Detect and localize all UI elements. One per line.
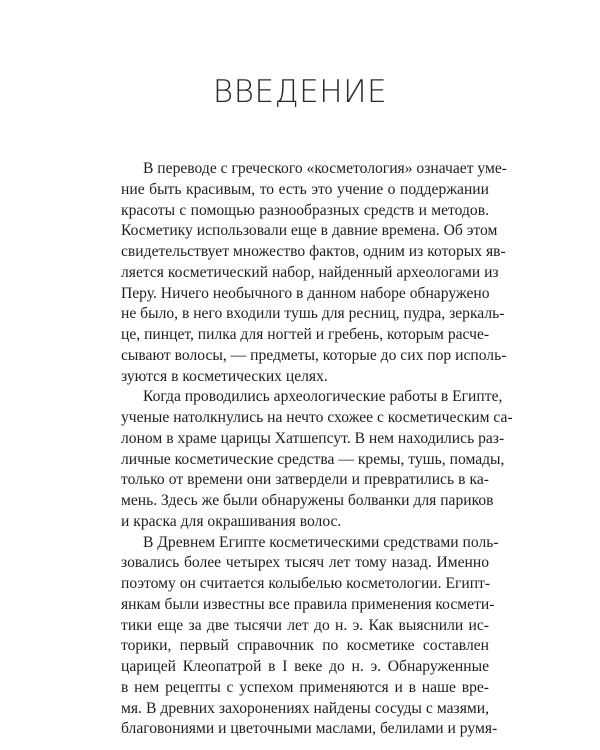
text-line: мя. В древних захоронениях найдены сосуды с мазями,: [121, 699, 489, 717]
text-line: не было, в него входили тушь для ресниц, пудра, зеркаль-: [121, 305, 505, 323]
text-line: торики, первый справочник по косметике составлен: [121, 637, 489, 655]
body-text: [121, 159, 513, 740]
text-line: ляется косметический набор, найденный археологами из: [121, 263, 499, 281]
text-line: це, пинцет, пилка для ногтей и гребень, которым расче-: [121, 326, 490, 343]
text-line: в нем рецепты с успехом применяются и в наше вре-: [121, 678, 489, 696]
text-line: поэтому он считается колыбелью косметологии. Египт-: [121, 575, 491, 592]
text-line: зовались более четырех тысяч лет тому назад. Именно: [121, 554, 489, 572]
text-line: В Древнем Египте косметическими средствами поль-: [143, 533, 499, 551]
text-line: Косметику использовали еще в давние времена. Об этом: [121, 222, 498, 240]
text-line: зуются в косметических целях.: [121, 367, 328, 385]
text-line: благовониями и цветочными маслами, белилами и румя-: [121, 720, 498, 738]
text-line: сывают волосы, — предметы, которые до сих пор исполь-: [121, 346, 507, 364]
text-line: лоном в храме царицы Хатшепсут. В нем находились раз-: [121, 429, 505, 447]
text-line: царицей Клеопатрой в I веке до н. э. Обнаруженные: [121, 658, 489, 675]
text-line: личные косметические средства — кремы, тушь, помады,: [121, 450, 505, 468]
text-line: В переводе с греческого «косметология» означает уме-: [143, 160, 507, 177]
paragraph-3: [121, 533, 499, 741]
text-line: ние быть красивым, то есть это учение о поддержании: [121, 180, 489, 198]
text-line: Перу. Ничего необычного в данном наборе обнаружено: [121, 284, 490, 302]
text-line: мень. Здесь же были обнаружены болванки для париков: [121, 492, 494, 509]
text-line: красоты с помощью разнообразных средств и методов.: [121, 201, 489, 219]
text-line: ученые натолкнулись на нечто схожее с косметическим са-: [121, 409, 513, 426]
text-line: свидетельствует множество фактов, одним из которых яв-: [121, 243, 506, 260]
chapter-heading: ВВЕДЕНИЕ: [212, 74, 388, 110]
text-line: тики еще за две тысячи лет до н. э. Как выяснили ис-: [121, 616, 489, 634]
text-line: и краска для окрашивания волос.: [121, 512, 342, 530]
paragraph-1: [121, 159, 507, 387]
paragraph-2: [121, 387, 513, 532]
text-line: Когда проводились археологические работы в Египте,: [143, 388, 503, 406]
text-line: только от времени они затвердели и превратились в ка-: [121, 471, 489, 489]
text-line: янкам были известны все правила применения космети-: [121, 595, 495, 613]
